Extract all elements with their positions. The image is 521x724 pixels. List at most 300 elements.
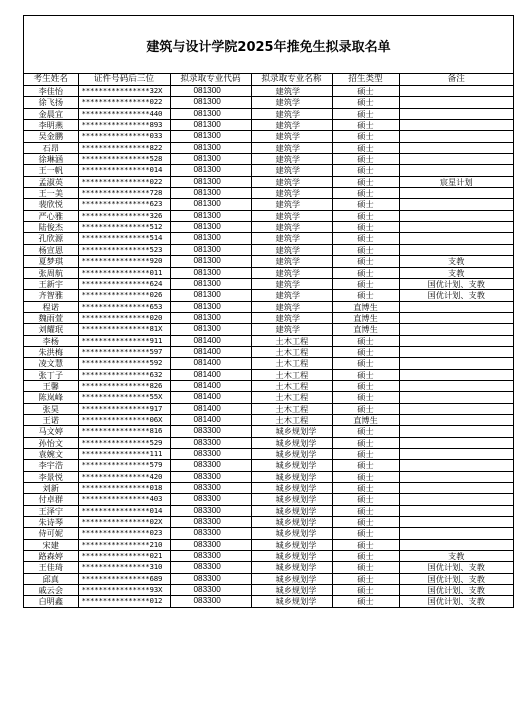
cell-major-name: 城乡规划学: [251, 528, 332, 539]
cell-major-name: 建筑学: [251, 154, 332, 165]
table-row: [24, 539, 513, 550]
table-row: [24, 562, 513, 573]
cell-major-name: 土木工程: [251, 346, 332, 357]
cell-major-name: 城乡规划学: [251, 471, 332, 482]
cell-major-name: 建筑学: [251, 312, 332, 323]
cell-id-suffix: ****************893: [78, 120, 170, 131]
cell-remarks: 国优计划、支教: [399, 596, 513, 607]
cell-student-name: 裴欣悦: [24, 199, 78, 210]
cell-id-suffix: ****************528: [78, 154, 170, 165]
cell-remarks: 国优计划、支教: [399, 278, 513, 289]
cell-remarks: [399, 426, 513, 437]
cell-id-suffix: ****************592: [78, 358, 170, 369]
header-enrollment-type: 招生类型: [332, 74, 399, 86]
cell-student-name: 王馨: [24, 380, 78, 391]
cell-major-code: 081300: [170, 188, 251, 199]
cell-major-name: 建筑学: [251, 278, 332, 289]
cell-enrollment-type: 硕士: [332, 539, 399, 550]
cell-major-code: 083300: [170, 471, 251, 482]
cell-major-code: 081400: [170, 346, 251, 357]
cell-major-code: 081300: [170, 324, 251, 335]
cell-major-name: 建筑学: [251, 290, 332, 301]
table-row: [24, 312, 513, 323]
cell-student-name: 陈岚峰: [24, 392, 78, 403]
cell-remarks: 国优计划、支教: [399, 573, 513, 584]
cell-major-code: 081300: [170, 244, 251, 255]
cell-major-code: 083300: [170, 551, 251, 562]
cell-id-suffix: ****************653: [78, 301, 170, 312]
cell-remarks: [399, 131, 513, 142]
cell-enrollment-type: 硕士: [332, 437, 399, 448]
cell-major-name: 城乡规划学: [251, 505, 332, 516]
table-row: [24, 120, 513, 131]
cell-student-name: 王一帆: [24, 165, 78, 176]
cell-id-suffix: ****************917: [78, 403, 170, 414]
cell-major-code: 081400: [170, 380, 251, 391]
cell-major-code: 081300: [170, 86, 251, 97]
cell-enrollment-type: 硕士: [332, 267, 399, 278]
cell-enrollment-type: 硕士: [332, 494, 399, 505]
cell-id-suffix: ****************420: [78, 471, 170, 482]
cell-enrollment-type: 硕士: [332, 596, 399, 607]
cell-remarks: [399, 494, 513, 505]
cell-student-name: 刘耀珉: [24, 324, 78, 335]
cell-enrollment-type: 硕士: [332, 585, 399, 596]
cell-major-code: 083300: [170, 437, 251, 448]
cell-id-suffix: ****************822: [78, 142, 170, 153]
cell-major-name: 城乡规划学: [251, 437, 332, 448]
cell-major-code: 081400: [170, 335, 251, 346]
admission-table: [24, 74, 513, 608]
cell-major-code: 081400: [170, 369, 251, 380]
cell-student-name: 孔欣源: [24, 233, 78, 244]
cell-major-name: 城乡规划学: [251, 562, 332, 573]
cell-major-code: 081300: [170, 233, 251, 244]
table-row: [24, 256, 513, 267]
cell-enrollment-type: 硕士: [332, 120, 399, 131]
cell-major-code: 081300: [170, 210, 251, 221]
cell-remarks: 宸星计划: [399, 176, 513, 187]
cell-major-code: 081300: [170, 278, 251, 289]
cell-major-name: 建筑学: [251, 256, 332, 267]
table-row: [24, 210, 513, 221]
table-row: [24, 176, 513, 187]
cell-major-code: 081300: [170, 176, 251, 187]
cell-student-name: 侍可妮: [24, 528, 78, 539]
cell-major-name: 土木工程: [251, 380, 332, 391]
cell-student-name: 李佳怡: [24, 86, 78, 97]
cell-remarks: [399, 165, 513, 176]
cell-student-name: 孟淑英: [24, 176, 78, 187]
cell-remarks: [399, 346, 513, 357]
header-id-suffix: 证件号码后三位: [78, 74, 170, 86]
cell-enrollment-type: 硕士: [332, 278, 399, 289]
cell-enrollment-type: 硕士: [332, 528, 399, 539]
cell-major-name: 建筑学: [251, 120, 332, 131]
cell-student-name: 严心雅: [24, 210, 78, 221]
cell-remarks: [399, 414, 513, 425]
cell-major-name: 城乡规划学: [251, 585, 332, 596]
cell-id-suffix: ****************55X: [78, 392, 170, 403]
cell-id-suffix: ****************920: [78, 256, 170, 267]
cell-major-code: 081300: [170, 301, 251, 312]
cell-id-suffix: ****************403: [78, 494, 170, 505]
table-row: [24, 585, 513, 596]
cell-major-code: 081300: [170, 256, 251, 267]
cell-enrollment-type: 硕士: [332, 154, 399, 165]
cell-major-name: 建筑学: [251, 244, 332, 255]
cell-enrollment-type: 硕士: [332, 358, 399, 369]
cell-student-name: 袁婉文: [24, 449, 78, 460]
table-row: [24, 437, 513, 448]
cell-major-name: 土木工程: [251, 358, 332, 369]
cell-remarks: [399, 154, 513, 165]
cell-student-name: 李明燕: [24, 120, 78, 131]
cell-id-suffix: ****************210: [78, 539, 170, 550]
cell-major-name: 土木工程: [251, 369, 332, 380]
table-row: [24, 517, 513, 528]
cell-enrollment-type: 硕士: [332, 505, 399, 516]
cell-id-suffix: ****************624: [78, 278, 170, 289]
cell-id-suffix: ****************021: [78, 551, 170, 562]
cell-remarks: [399, 233, 513, 244]
cell-enrollment-type: 硕士: [332, 517, 399, 528]
cell-major-code: 081300: [170, 120, 251, 131]
cell-student-name: 魏雨萱: [24, 312, 78, 323]
cell-major-code: 081300: [170, 154, 251, 165]
table-row: [24, 290, 513, 301]
cell-enrollment-type: 硕士: [332, 244, 399, 255]
cell-id-suffix: ****************728: [78, 188, 170, 199]
cell-remarks: [399, 108, 513, 119]
table-row: [24, 86, 513, 97]
table-row: [24, 267, 513, 278]
table-row: [24, 165, 513, 176]
header-major-code: 拟录取专业代码: [170, 74, 251, 86]
cell-enrollment-type: 直博生: [332, 414, 399, 425]
cell-enrollment-type: 硕士: [332, 199, 399, 210]
cell-enrollment-type: 硕士: [332, 369, 399, 380]
cell-major-name: 建筑学: [251, 86, 332, 97]
cell-student-name: 王新宇: [24, 278, 78, 289]
cell-id-suffix: ****************523: [78, 244, 170, 255]
cell-remarks: 国优计划、支教: [399, 585, 513, 596]
cell-student-name: 夏梦琪: [24, 256, 78, 267]
cell-student-name: 王佳琦: [24, 562, 78, 573]
table-row: [24, 244, 513, 255]
cell-enrollment-type: 硕士: [332, 573, 399, 584]
cell-remarks: [399, 120, 513, 131]
cell-remarks: [399, 188, 513, 199]
cell-major-name: 建筑学: [251, 108, 332, 119]
cell-major-name: 城乡规划学: [251, 596, 332, 607]
cell-enrollment-type: 直博生: [332, 301, 399, 312]
cell-enrollment-type: 直博生: [332, 324, 399, 335]
cell-major-name: 城乡规划学: [251, 517, 332, 528]
cell-major-code: 081400: [170, 414, 251, 425]
cell-student-name: 孙怡文: [24, 437, 78, 448]
cell-major-name: 土木工程: [251, 414, 332, 425]
cell-remarks: 支教: [399, 267, 513, 278]
cell-student-name: 徐琳涵: [24, 154, 78, 165]
cell-id-suffix: ****************816: [78, 426, 170, 437]
table-row: [24, 233, 513, 244]
cell-major-name: 建筑学: [251, 222, 332, 233]
cell-id-suffix: ****************014: [78, 505, 170, 516]
cell-id-suffix: ****************93X: [78, 585, 170, 596]
cell-id-suffix: ****************911: [78, 335, 170, 346]
cell-student-name: 朱洪梅: [24, 346, 78, 357]
sheet-title: 建筑与设计学院2025年推免生拟录取名单: [24, 16, 513, 74]
cell-id-suffix: ****************06X: [78, 414, 170, 425]
cell-remarks: [399, 369, 513, 380]
cell-student-name: 齐智雅: [24, 290, 78, 301]
cell-student-name: 凌文慧: [24, 358, 78, 369]
table-row: [24, 199, 513, 210]
cell-major-name: 城乡规划学: [251, 449, 332, 460]
cell-student-name: 张周航: [24, 267, 78, 278]
cell-student-name: 张丁子: [24, 369, 78, 380]
cell-student-name: 程诺: [24, 301, 78, 312]
cell-id-suffix: ****************623: [78, 199, 170, 210]
cell-student-name: 王一美: [24, 188, 78, 199]
cell-major-name: 城乡规划学: [251, 460, 332, 471]
cell-id-suffix: ****************597: [78, 346, 170, 357]
cell-enrollment-type: 硕士: [332, 97, 399, 108]
cell-major-name: 建筑学: [251, 97, 332, 108]
header-major-name: 拟录取专业名称: [251, 74, 332, 86]
cell-major-name: 城乡规划学: [251, 483, 332, 494]
cell-id-suffix: ****************011: [78, 267, 170, 278]
cell-id-suffix: ****************689: [78, 573, 170, 584]
cell-major-name: 土木工程: [251, 335, 332, 346]
cell-id-suffix: ****************02X: [78, 517, 170, 528]
table-row: [24, 426, 513, 437]
cell-student-name: 王诺: [24, 414, 78, 425]
cell-major-name: 城乡规划学: [251, 426, 332, 437]
table-row: [24, 369, 513, 380]
cell-remarks: [399, 449, 513, 460]
table-row: [24, 460, 513, 471]
table-row: [24, 278, 513, 289]
cell-student-name: 邱真: [24, 573, 78, 584]
cell-enrollment-type: 硕士: [332, 222, 399, 233]
table-row: [24, 483, 513, 494]
cell-major-code: 081300: [170, 165, 251, 176]
cell-remarks: 国优计划、支教: [399, 562, 513, 573]
cell-remarks: [399, 199, 513, 210]
cell-id-suffix: ****************440: [78, 108, 170, 119]
cell-remarks: [399, 335, 513, 346]
cell-id-suffix: ****************111: [78, 449, 170, 460]
cell-remarks: [399, 392, 513, 403]
table-row: [24, 380, 513, 391]
cell-remarks: [399, 437, 513, 448]
cell-major-name: 建筑学: [251, 131, 332, 142]
cell-remarks: [399, 528, 513, 539]
table-row: [24, 596, 513, 607]
cell-id-suffix: ****************512: [78, 222, 170, 233]
cell-student-name: 宋建: [24, 539, 78, 550]
cell-remarks: [399, 483, 513, 494]
cell-major-code: 083300: [170, 449, 251, 460]
header-remarks: 备注: [399, 74, 513, 86]
cell-remarks: 支教: [399, 256, 513, 267]
cell-major-name: 建筑学: [251, 199, 332, 210]
table-row: [24, 392, 513, 403]
cell-major-name: 城乡规划学: [251, 494, 332, 505]
cell-major-name: 建筑学: [251, 267, 332, 278]
cell-id-suffix: ****************81X: [78, 324, 170, 335]
cell-student-name: 路森婷: [24, 551, 78, 562]
table-row: [24, 414, 513, 425]
cell-remarks: 支教: [399, 551, 513, 562]
cell-id-suffix: ****************326: [78, 210, 170, 221]
cell-enrollment-type: 硕士: [332, 210, 399, 221]
cell-remarks: [399, 222, 513, 233]
cell-major-code: 083300: [170, 426, 251, 437]
cell-remarks: [399, 301, 513, 312]
cell-major-code: 081400: [170, 392, 251, 403]
cell-enrollment-type: 硕士: [332, 165, 399, 176]
table-row: [24, 301, 513, 312]
cell-remarks: [399, 471, 513, 482]
cell-enrollment-type: 硕士: [332, 449, 399, 460]
header-row: [24, 74, 513, 86]
cell-remarks: [399, 517, 513, 528]
cell-student-name: 金晨宜: [24, 108, 78, 119]
cell-student-name: 吴金鹏: [24, 131, 78, 142]
header-name: 考生姓名: [24, 74, 78, 86]
cell-id-suffix: ****************033: [78, 131, 170, 142]
cell-major-code: 083300: [170, 528, 251, 539]
cell-major-name: 建筑学: [251, 142, 332, 153]
cell-enrollment-type: 硕士: [332, 471, 399, 482]
cell-id-suffix: ****************020: [78, 312, 170, 323]
cell-major-code: 081300: [170, 222, 251, 233]
cell-enrollment-type: 硕士: [332, 233, 399, 244]
cell-enrollment-type: 硕士: [332, 483, 399, 494]
cell-major-code: 081400: [170, 403, 251, 414]
cell-remarks: [399, 210, 513, 221]
cell-id-suffix: ****************018: [78, 483, 170, 494]
cell-enrollment-type: 硕士: [332, 460, 399, 471]
cell-student-name: 李景悦: [24, 471, 78, 482]
cell-major-code: 083300: [170, 483, 251, 494]
cell-student-name: 朱诗琴: [24, 517, 78, 528]
cell-enrollment-type: 硕士: [332, 403, 399, 414]
cell-major-code: 081300: [170, 108, 251, 119]
cell-enrollment-type: 硕士: [332, 426, 399, 437]
cell-student-name: 杨宣恩: [24, 244, 78, 255]
cell-student-name: 马文婷: [24, 426, 78, 437]
cell-enrollment-type: 硕士: [332, 335, 399, 346]
table-row: [24, 551, 513, 562]
cell-remarks: [399, 403, 513, 414]
cell-enrollment-type: 硕士: [332, 176, 399, 187]
cell-remarks: [399, 539, 513, 550]
cell-enrollment-type: 硕士: [332, 131, 399, 142]
cell-enrollment-type: 硕士: [332, 108, 399, 119]
table-row: [24, 222, 513, 233]
table-row: [24, 108, 513, 119]
table-row: [24, 573, 513, 584]
cell-remarks: [399, 86, 513, 97]
cell-major-code: 081300: [170, 267, 251, 278]
cell-student-name: 戚云会: [24, 585, 78, 596]
table-row: [24, 324, 513, 335]
cell-student-name: 陆俊杰: [24, 222, 78, 233]
cell-major-code: 083300: [170, 596, 251, 607]
cell-enrollment-type: 硕士: [332, 142, 399, 153]
cell-major-code: 083300: [170, 494, 251, 505]
table-row: [24, 449, 513, 460]
cell-id-suffix: ****************32X: [78, 86, 170, 97]
cell-id-suffix: ****************826: [78, 380, 170, 391]
cell-enrollment-type: 硕士: [332, 562, 399, 573]
cell-major-code: 083300: [170, 573, 251, 584]
cell-student-name: 徐飞扬: [24, 97, 78, 108]
cell-remarks: [399, 97, 513, 108]
cell-enrollment-type: 硕士: [332, 380, 399, 391]
cell-remarks: 国优计划、支教: [399, 290, 513, 301]
cell-id-suffix: ****************310: [78, 562, 170, 573]
cell-enrollment-type: 硕士: [332, 551, 399, 562]
cell-major-code: 081400: [170, 358, 251, 369]
table-row: [24, 188, 513, 199]
cell-student-name: 刘新: [24, 483, 78, 494]
cell-major-code: 081300: [170, 97, 251, 108]
admission-list-sheet: [23, 15, 514, 608]
table-row: [24, 471, 513, 482]
cell-id-suffix: ****************632: [78, 369, 170, 380]
cell-major-code: 081300: [170, 142, 251, 153]
cell-major-name: 城乡规划学: [251, 551, 332, 562]
table-row: [24, 528, 513, 539]
cell-major-name: 建筑学: [251, 301, 332, 312]
cell-student-name: 张昊: [24, 403, 78, 414]
cell-remarks: [399, 358, 513, 369]
cell-major-code: 081300: [170, 290, 251, 301]
table-row: [24, 346, 513, 357]
cell-major-name: 建筑学: [251, 165, 332, 176]
cell-major-code: 083300: [170, 460, 251, 471]
cell-major-code: 083300: [170, 562, 251, 573]
cell-enrollment-type: 硕士: [332, 392, 399, 403]
table-row: [24, 142, 513, 153]
cell-enrollment-type: 硕士: [332, 86, 399, 97]
cell-major-name: 建筑学: [251, 188, 332, 199]
cell-major-name: 建筑学: [251, 233, 332, 244]
cell-student-name: 石昂: [24, 142, 78, 153]
cell-remarks: [399, 142, 513, 153]
cell-major-code: 083300: [170, 585, 251, 596]
cell-enrollment-type: 硕士: [332, 346, 399, 357]
table-row: [24, 97, 513, 108]
cell-id-suffix: ****************023: [78, 528, 170, 539]
table-row: [24, 335, 513, 346]
cell-id-suffix: ****************012: [78, 596, 170, 607]
table-row: [24, 154, 513, 165]
cell-id-suffix: ****************026: [78, 290, 170, 301]
cell-remarks: [399, 324, 513, 335]
cell-major-name: 建筑学: [251, 210, 332, 221]
table-row: [24, 505, 513, 516]
cell-major-name: 建筑学: [251, 176, 332, 187]
cell-major-code: 083300: [170, 539, 251, 550]
cell-enrollment-type: 直博生: [332, 312, 399, 323]
cell-id-suffix: ****************579: [78, 460, 170, 471]
